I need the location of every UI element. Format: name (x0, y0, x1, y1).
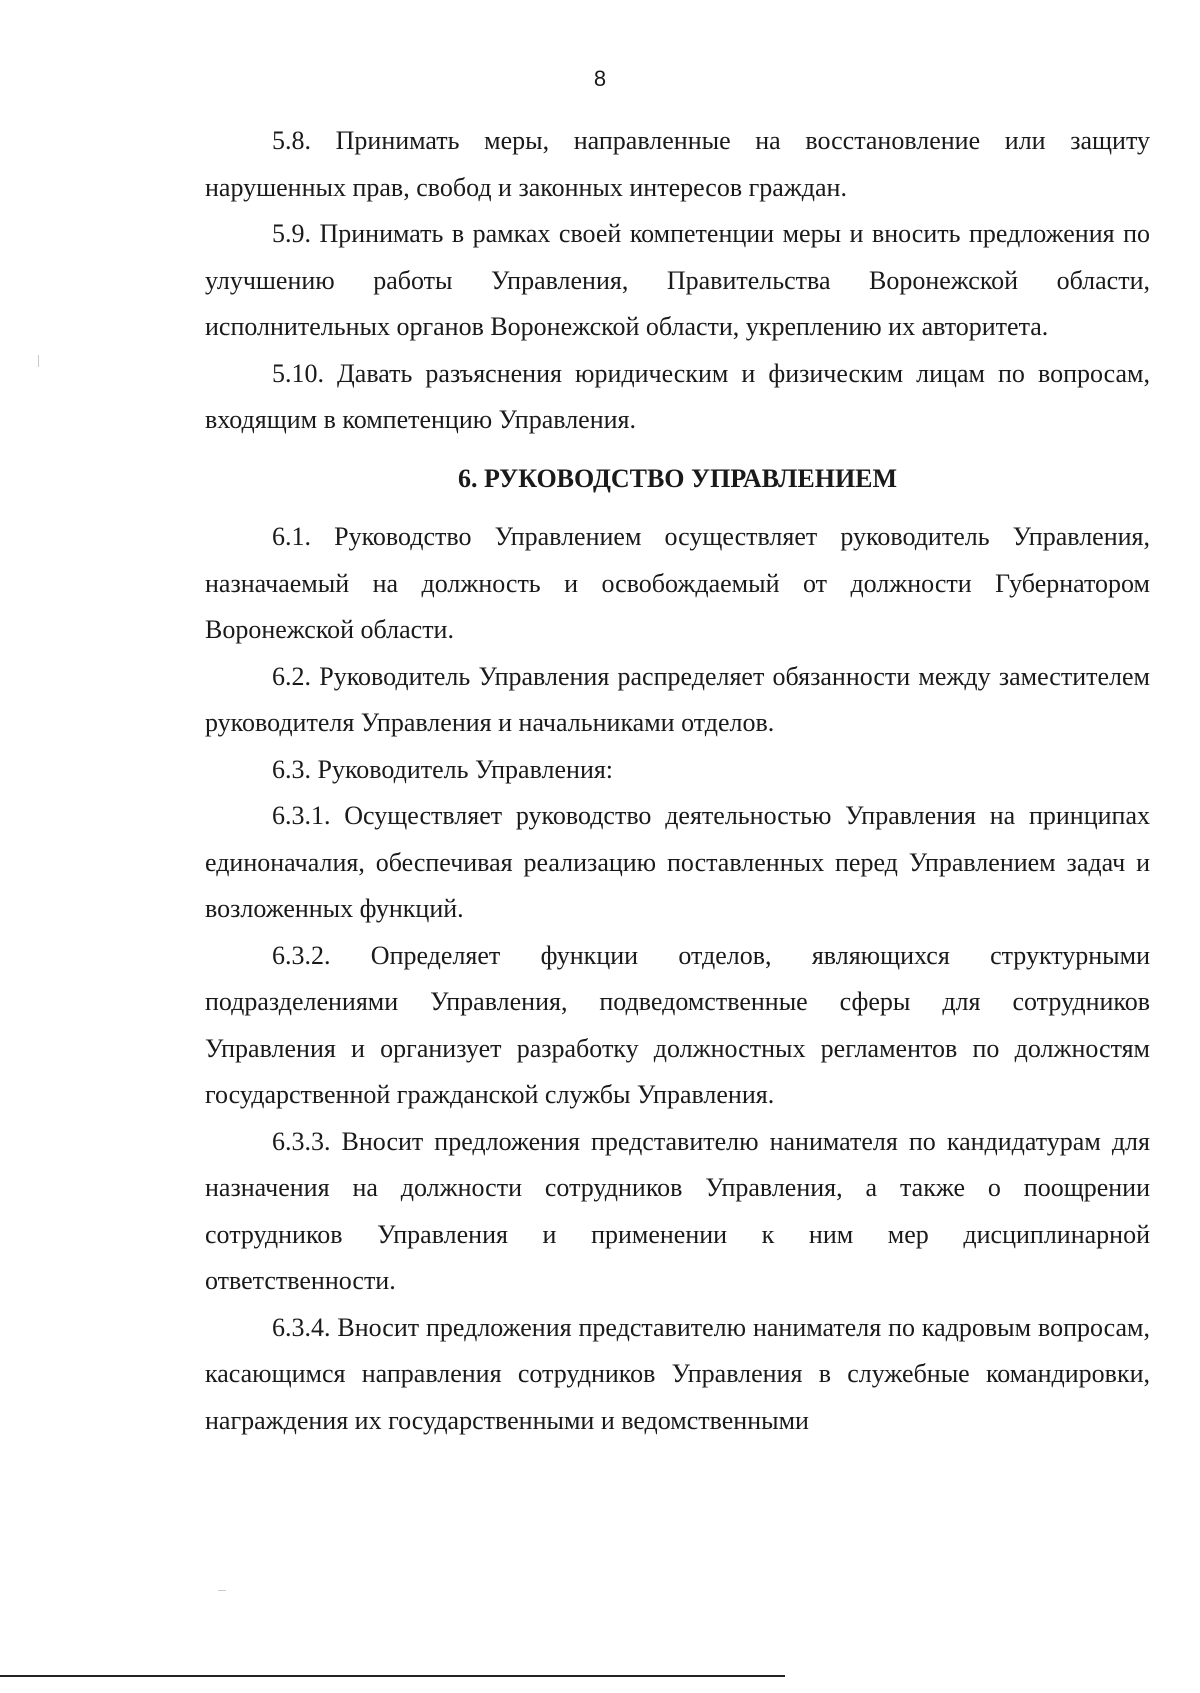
bottom-rule-line (0, 1675, 785, 1677)
document-body (205, 118, 1150, 1444)
paragraph-5-9: 5.9. Принимать в рамках своей компетенции меры и вносить предложения по улучшению работы Управления, Правительства Воронежской области, исполнительных органов Воронежской области, укреплению их авторитета. (205, 219, 1150, 341)
paragraph-6-3-4: 6.3.4. Вносит предложения представителю нанимателя по кадровым вопросам, касающимся направления сотрудников Управления в служебные командировки, награждения их государственными и ведомственными (205, 1312, 1150, 1435)
paragraph-5-8: 5.8. Принимать меры, направленные на восстановление или защиту нарушенных прав, свобод и законных интересов граждан. (205, 126, 1150, 202)
paragraph-6-3-1: 6.3.1. Осуществляет руководство деятельностью Управления на принципах единоначалия, обеспечивая реализацию поставленных перед Управлением задач и возложенных функций. (205, 801, 1150, 923)
paragraph-6-3: 6.3. Руководитель Управления: (272, 754, 614, 784)
paragraph-6-2: 6.2. Руководитель Управления распределяет обязанности между заместителем руководителя Управления и начальниками отделов. (205, 661, 1150, 737)
paragraph-6-3-3: 6.3.3. Вносит предложения представителю нанимателя по кандидатурам для назначения на должности сотрудников Управления, а также о поощрении сотрудников Управления и применении к ним мер дисциплинарной ответственности. (205, 1126, 1150, 1295)
paragraph-6-3-2: 6.3.2. Определяет функции отделов, являющихся структурными подразделениями Управления, подведомственные сферы для сотрудников Управления и организует разработку должностных регламентов по должностям государственной гражданской службы Управления. (205, 940, 1150, 1109)
scan-margin-mark-bottom (218, 1590, 226, 1591)
paragraph-5-10: 5.10. Давать разъяснения юридическим и физическим лицам по вопросам, входящим в компетенцию Управления. (205, 358, 1150, 434)
section-heading: 6. РУКОВОДСТВО УПРАВЛЕНИЕМ (457, 463, 898, 493)
paragraph-6-1: 6.1. Руководство Управлением осуществляет руководитель Управления, назначаемый на должность и освобождаемый от должности Губернатором Воронежской области. (205, 522, 1150, 644)
page-number: 8 (593, 66, 607, 91)
scan-margin-mark (38, 355, 39, 367)
